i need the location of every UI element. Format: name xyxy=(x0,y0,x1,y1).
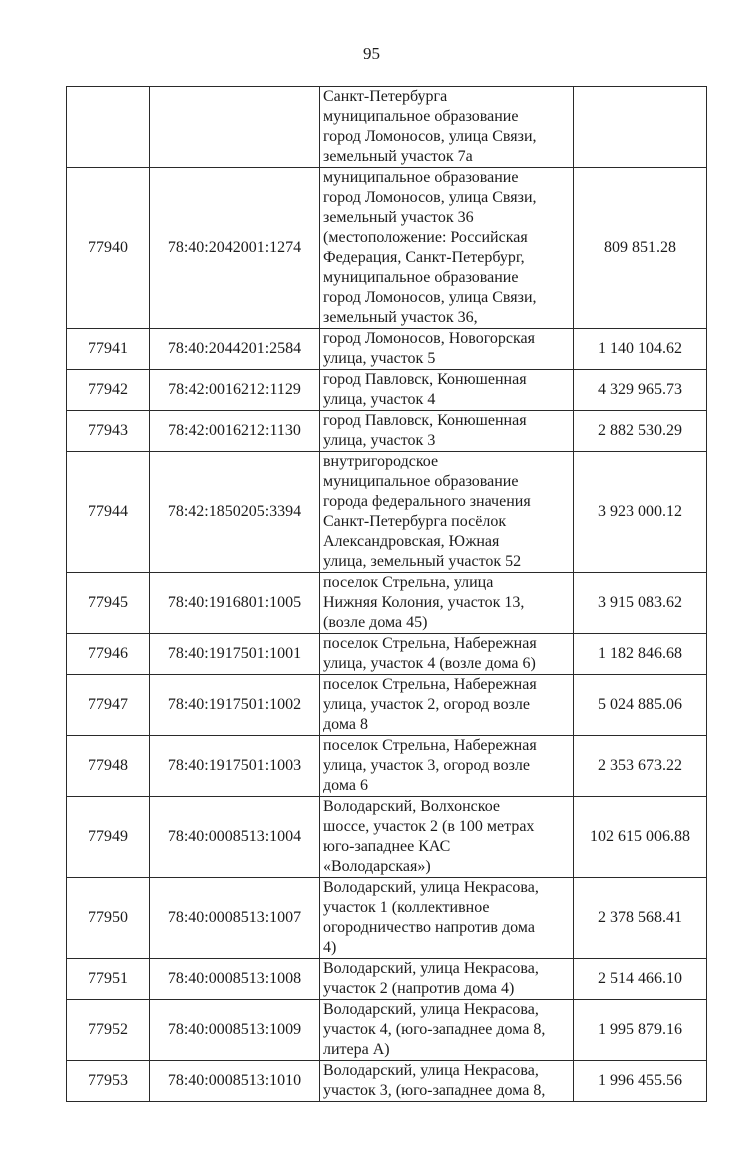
table-row xyxy=(67,411,707,452)
address-cell xyxy=(320,329,574,370)
cadastral-number-cell-text: 78:42:0016212:1130 xyxy=(168,422,301,439)
cadastral-number-cell-text: 78:40:0008513:1010 xyxy=(167,1072,302,1089)
row-number-cell-text: 77945 xyxy=(88,594,128,611)
row-number-cell-text: 77947 xyxy=(88,696,128,713)
table-row xyxy=(67,634,707,675)
row-number-cell xyxy=(67,573,150,634)
cadastral-number-cell-text: 78:42:1850205:3394 xyxy=(167,503,302,520)
cadastral-value-cell-text: 2 514 466.10 xyxy=(598,970,682,987)
cadastral-value-cell-text: 102 615 006.88 xyxy=(590,828,690,845)
cadastral-value-cell-text: 1 182 846.68 xyxy=(598,645,682,662)
row-number-cell-text: 77944 xyxy=(88,503,128,520)
row-number-cell-text: 77946 xyxy=(88,645,128,662)
cadastral-value-cell xyxy=(574,675,707,736)
cadastral-value-cell xyxy=(574,634,707,675)
page-number: 95 xyxy=(363,44,380,63)
table-row xyxy=(67,452,707,573)
cadastral-number-cell-text: 78:40:1916801:1005 xyxy=(167,594,302,611)
address-cell-text: поселок Стрельна, улица Нижняя Колония, участок 13, (возле дома 45) xyxy=(323,574,525,631)
cadastral-number-cell-text: 78:40:2042001:1274 xyxy=(167,239,302,256)
row-number-cell xyxy=(67,87,150,168)
row-number-cell-text: 77949 xyxy=(88,828,128,845)
cadastral-number-cell-text: 78:40:0008513:1009 xyxy=(167,1021,302,1038)
row-number-cell-text: 77948 xyxy=(88,757,128,774)
row-number-cell xyxy=(67,370,150,411)
address-cell xyxy=(320,959,574,1000)
cadastral-value-cell-text: 2 378 568.41 xyxy=(598,909,682,926)
row-number-cell xyxy=(67,329,150,370)
cadastral-value-cell-text: 5 024 885.06 xyxy=(598,696,682,713)
land-plot-registry-table xyxy=(66,86,707,1102)
table-row xyxy=(67,168,707,329)
cadastral-value-cell xyxy=(574,959,707,1000)
cadastral-number-cell xyxy=(150,959,320,1000)
row-number-cell-text: 77953 xyxy=(88,1072,128,1089)
address-cell xyxy=(320,797,574,878)
cadastral-number-cell xyxy=(150,573,320,634)
cadastral-value-cell xyxy=(574,452,707,573)
address-cell-text: Володарский, улица Некрасова, участок 4, (юго-западнее дома 8, литера А) xyxy=(323,1001,546,1058)
row-number-cell xyxy=(67,959,150,1000)
cadastral-value-cell-text: 3 923 000.12 xyxy=(598,503,682,520)
row-number-cell-text: 77943 xyxy=(88,422,128,439)
address-cell xyxy=(320,411,574,452)
table-row xyxy=(67,370,707,411)
cadastral-number-cell xyxy=(150,1000,320,1061)
cadastral-value-cell xyxy=(574,411,707,452)
cadastral-value-cell-text: 1 140 104.62 xyxy=(598,340,682,357)
row-number-cell xyxy=(67,675,150,736)
cadastral-value-cell-text: 1 996 455.56 xyxy=(598,1072,682,1089)
cadastral-number-cell-text: 78:40:2044201:2584 xyxy=(167,340,302,357)
row-number-cell-text: 77941 xyxy=(88,340,128,357)
cadastral-number-cell-text: 78:40:1917501:1003 xyxy=(167,757,302,774)
cadastral-number-cell-text: 78:40:0008513:1008 xyxy=(167,970,302,987)
cadastral-number-cell-text: 78:40:0008513:1007 xyxy=(167,909,302,926)
address-cell-text: город Павловск, Конюшенная улица, участок 3 xyxy=(323,412,527,449)
cadastral-value-cell-text: 2 882 530.29 xyxy=(598,422,682,439)
address-cell xyxy=(320,675,574,736)
cadastral-number-cell-text: 78:40:1917501:1002 xyxy=(167,696,302,713)
row-number-cell-text: 77940 xyxy=(88,239,128,256)
address-cell-text: Володарский, улица Некрасова, участок 3, (юго-западнее дома 8, xyxy=(323,1062,546,1099)
address-cell xyxy=(320,634,574,675)
table-row xyxy=(67,87,707,168)
table-row xyxy=(67,675,707,736)
address-cell-text: поселок Стрельна, Набережная улица, участок 2, огород возле дома 8 xyxy=(323,676,537,733)
registry-table-body xyxy=(67,87,707,1102)
table-row xyxy=(67,1000,707,1061)
address-cell-text: Санкт-Петербурга муниципальное образование город Ломоносов, улица Связи, земельный участок 7а xyxy=(323,88,537,165)
cadastral-value-cell xyxy=(574,1000,707,1061)
cadastral-value-cell xyxy=(574,573,707,634)
row-number-cell xyxy=(67,634,150,675)
cadastral-value-cell-text: 2 353 673.22 xyxy=(598,757,682,774)
cadastral-number-cell xyxy=(150,452,320,573)
row-number-cell-text: 77950 xyxy=(88,909,128,926)
address-cell xyxy=(320,452,574,573)
cadastral-value-cell xyxy=(574,878,707,959)
cadastral-number-cell-text: 78:40:0008513:1004 xyxy=(167,828,302,845)
address-cell xyxy=(320,878,574,959)
address-cell xyxy=(320,87,574,168)
address-cell xyxy=(320,573,574,634)
cadastral-value-cell xyxy=(574,87,707,168)
cadastral-value-cell-text: 3 915 083.62 xyxy=(598,594,682,611)
cadastral-number-cell-text: 78:42:0016212:1129 xyxy=(168,381,301,398)
row-number-cell-text: 77951 xyxy=(88,970,128,987)
cadastral-number-cell xyxy=(150,878,320,959)
row-number-cell xyxy=(67,878,150,959)
row-number-cell xyxy=(67,797,150,878)
address-cell-text: поселок Стрельна, Набережная улица, участок 4 (возле дома 6) xyxy=(323,635,537,672)
table-row xyxy=(67,1061,707,1102)
address-cell xyxy=(320,736,574,797)
row-number-cell xyxy=(67,736,150,797)
address-cell-text: муниципальное образование город Ломоносов, улица Связи, земельный участок 36 (местоположение: Российская Федерация, Санкт-Петербург, муниципальное образование город Ломоносов, улица Связи, земельный участок 36, xyxy=(323,169,537,326)
row-number-cell-text: 77942 xyxy=(88,381,128,398)
table-row xyxy=(67,797,707,878)
cadastral-number-cell xyxy=(150,168,320,329)
cadastral-number-cell xyxy=(150,411,320,452)
cadastral-value-cell xyxy=(574,370,707,411)
row-number-cell xyxy=(67,1061,150,1102)
row-number-cell xyxy=(67,1000,150,1061)
row-number-cell xyxy=(67,168,150,329)
row-number-cell xyxy=(67,411,150,452)
table-row xyxy=(67,329,707,370)
address-cell-text: Володарский, Волхонское шоссе, участок 2 (в 100 метрах юго-западнее КАС «Володарская») xyxy=(323,798,535,875)
cadastral-value-cell xyxy=(574,168,707,329)
cadastral-value-cell xyxy=(574,329,707,370)
cadastral-value-cell xyxy=(574,1061,707,1102)
cadastral-number-cell xyxy=(150,634,320,675)
address-cell-text: Володарский, улица Некрасова, участок 2 (напротив дома 4) xyxy=(323,960,539,997)
cadastral-number-cell xyxy=(150,370,320,411)
cadastral-value-cell xyxy=(574,797,707,878)
cadastral-number-cell-text: 78:40:1917501:1001 xyxy=(167,645,302,662)
cadastral-value-cell-text: 4 329 965.73 xyxy=(598,381,682,398)
cadastral-number-cell xyxy=(150,1061,320,1102)
address-cell xyxy=(320,370,574,411)
cadastral-number-cell xyxy=(150,736,320,797)
table-row xyxy=(67,959,707,1000)
cadastral-value-cell xyxy=(574,736,707,797)
cadastral-number-cell xyxy=(150,87,320,168)
address-cell-text: город Павловск, Конюшенная улица, участок 4 xyxy=(323,371,527,408)
address-cell-text: Володарский, улица Некрасова, участок 1 (коллективное огородничество напротив дома 4) xyxy=(323,879,539,956)
address-cell xyxy=(320,1000,574,1061)
cadastral-number-cell xyxy=(150,675,320,736)
address-cell-text: поселок Стрельна, Набережная улица, участок 3, огород возле дома 6 xyxy=(323,737,537,794)
table-row xyxy=(67,878,707,959)
cadastral-number-cell xyxy=(150,329,320,370)
address-cell xyxy=(320,168,574,329)
row-number-cell xyxy=(67,452,150,573)
address-cell xyxy=(320,1061,574,1102)
cadastral-value-cell-text: 1 995 879.16 xyxy=(598,1021,682,1038)
address-cell-text: город Ломоносов, Новогорская улица, участок 5 xyxy=(323,330,535,367)
row-number-cell-text: 77952 xyxy=(88,1021,128,1038)
table-row xyxy=(67,736,707,797)
table-row xyxy=(67,573,707,634)
cadastral-value-cell-text: 809 851.28 xyxy=(604,239,676,256)
address-cell-text: внутригородское муниципальное образование города федерального значения Санкт-Петербурга посёлок Александровская, Южная улица, земельный участок 52 xyxy=(323,453,531,570)
cadastral-number-cell xyxy=(150,797,320,878)
